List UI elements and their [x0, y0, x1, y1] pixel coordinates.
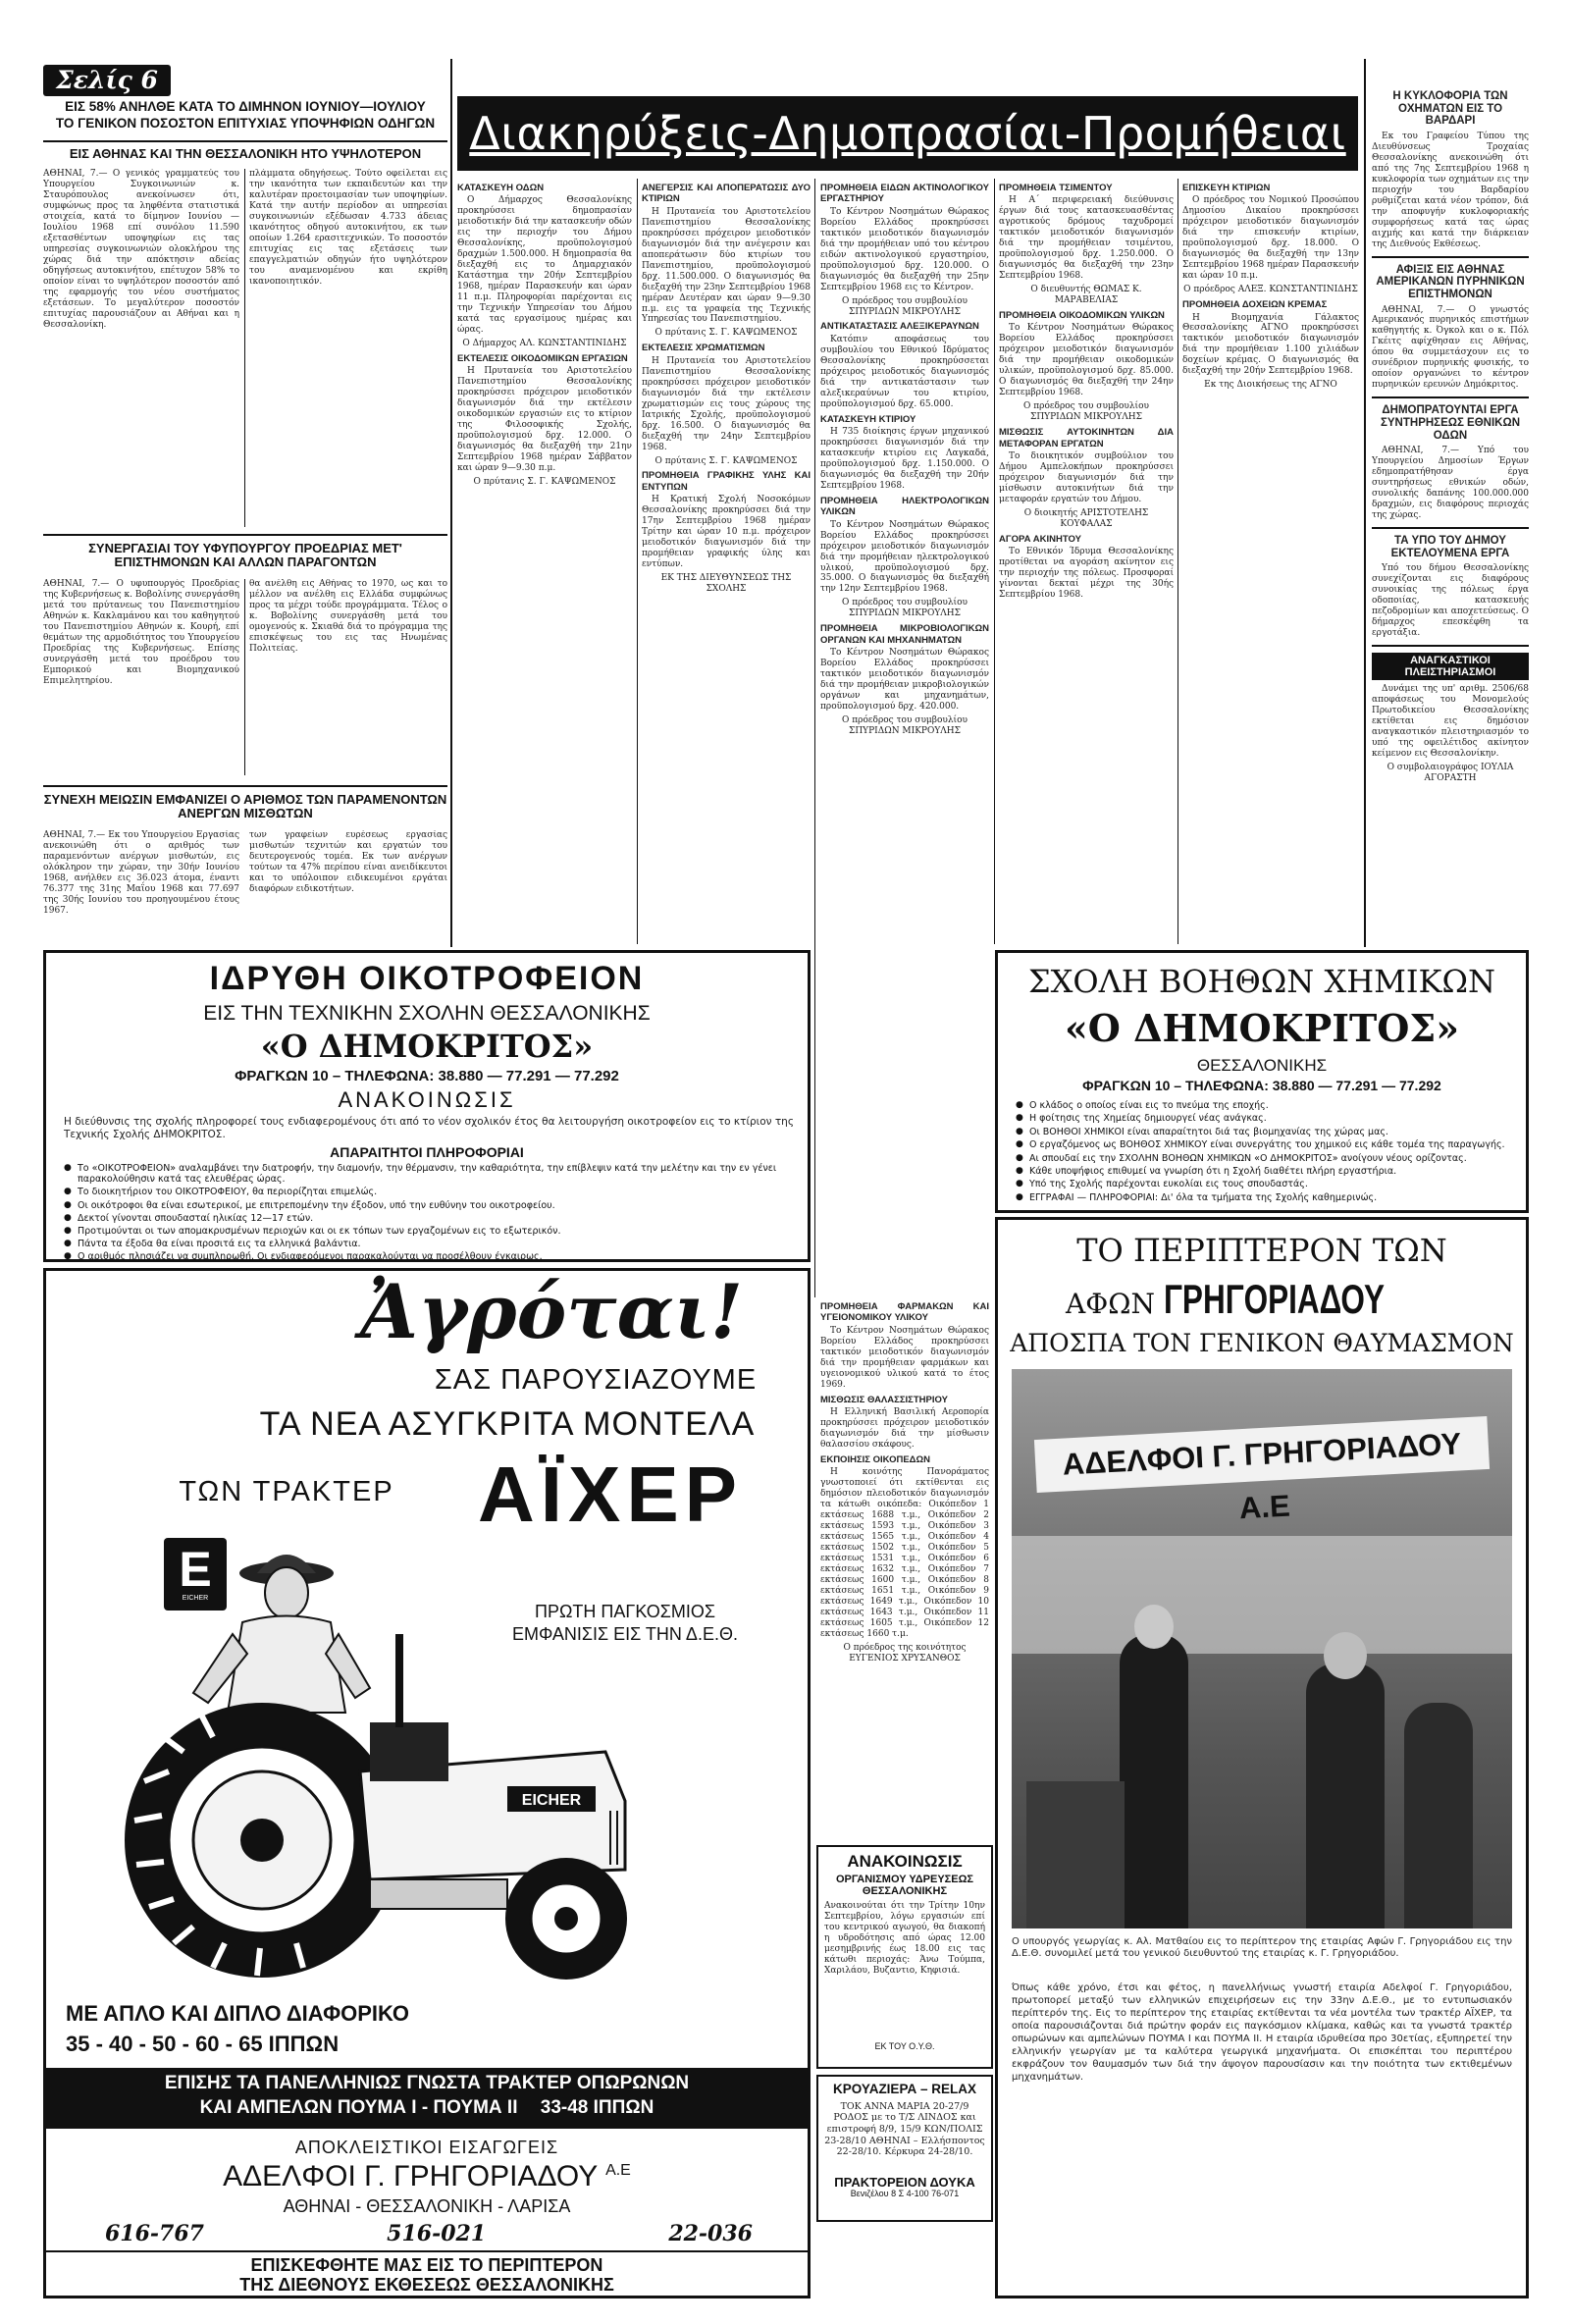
story2-headline: ΣΥΝΕΡΓΑΣΙΑΙ ΤΟΥ ΥΦΥΠΟΥΡΓΟΥ ΠΡΟΕΔΡΙΑΣ ΜΕΤ' ΕΠΙΣΤΗΜΟΝΩΝ ΚΑΙ ΑΛΛΩΝ ΠΑΡΑΓΟΝΤΩΝ [88, 541, 402, 570]
tractor-illustration [76, 1516, 684, 1987]
notice-body: Η Κρατική Σχολή Νοσοκόμων Θεσσαλονίκης προκηρύσσει διά την 17ην Σεπτεμβρίου 1968 ημέραν Τρίτην και ώραν 10 π.μ. πρόχειρον μειοδοτικόν διαγωνισμόν διά την προμήθειαν γραφικής ύλης και εντύπων. [642, 495, 811, 570]
notice-signature: Ο Δήμαρχος ΑΛ. ΚΩΝΣΤΑΝΤΙΝΙΔΗΣ [462, 338, 627, 348]
ad-tractor-hp: 35 - 40 - 50 - 60 - 65 ΙΠΠΩΝ [66, 2032, 340, 2056]
ad-water-title: ΑΝΑΚΟΙΝΩΣΙΣ [847, 1852, 963, 1871]
notice-signature: Ο πρόεδρος του συμβουλίου ΣΠΥΡΙΔΩΝ ΜΙΚΡΟΥΛΗΣ [842, 598, 968, 619]
ad-tractor-line2: ΤΑ ΝΕΑ ΑΣΥΓΚΡΙΤΑ ΜΟΝΤΕΛΑ [259, 1405, 756, 1443]
list-item: ● ΕΓΓΡΑΦΑΙ — ΠΛΗΡΟΦΟΡΙΑΙ: Δι' όλα τα τμήματα της Σχολής καθημερινώς. [1016, 1192, 1516, 1203]
notice-title: ΠΡΟΜΗΘΕΙΑ ΟΙΚΟΔΟΜΙΚΩΝ ΥΛΙΚΩΝ [999, 310, 1165, 322]
ad-tractor-also-band [46, 2068, 808, 2129]
notice-body: Το διοικητικόν συμβούλιον του Δήμου Αμπελοκήπων προκηρύσσει πρόχειρον διαγωνισμόν διά την μίσθωσιν αυτοκινήτων διά την μεταφοράν εργατών του Δήμου. [999, 450, 1174, 504]
notice-body: Το Κέντρον Νοσημάτων Θώρακος Βορείου Ελλάδος προκηρύσσει πρόχειρον μειοδοτικόν διαγωνισμόν διά την προμήθειαν οικοδομικών υλικών, προϋπολογισμού δρχ. 85.000. Ο διαγωνισμός θα διεξαχθή την 24ην Σεπτεμβρίου 1968. [999, 323, 1174, 398]
ad-water-signature: ΕΚ ΤΟΥ Ο.Υ.Θ. [874, 2040, 935, 2051]
notice-signature: Ο πρόεδρος του συμβουλίου ΣΠΥΡΙΔΩΝ ΜΙΚΡΟΥΛΗΣ [842, 714, 968, 736]
farmer-figure [193, 1555, 370, 1713]
lead-body-right: πλάμματα οδηγήσεως. Τούτο οφείλεται εις την ικανότητα των εκπαιδευτών και την καλυτέραν προετοιμασίαν των υποψηφίων. Κατά την αυτήν περίοδον αι υπηρεσίαι συγκοινωνιών εξέδωσαν 4.733 άδειας ικανότητος οδηγού αυτοκινήτου, εκ των οποίων 1.264 ερασιτεχνικών. Το ποσοστόν επιτυχίας εις τας εξετάσεις των επαγγελματιών οδηγών ήτο υψηλότερον του αναμενομένου και εκρίθη ικανοποιητικόν. [249, 169, 447, 287]
page-label: Σελίς 6 [56, 66, 158, 94]
right-story5-body: Δυνάμει της υπ' αριθμ. 2506/68 αποφάσεως του Μονομελούς Πρωτοδικείου Θεσσαλονίκης εκτίθεται εις δημόσιον αναγκαστικόν πλειστηριασμόν το υπό της οφειλέτιδος ακίνητον κείμενον εις Θεσσαλονίκην. [1372, 684, 1529, 760]
list-item: ● Κάθε υποψήφιος επιθυμεί να γνωρίση ότι η Σχολή διαθέτει πλήρη εργαστήρια. [1016, 1166, 1516, 1177]
notice-body: Η Α΄ περιφερειακή διεύθυνσις έργων διά τους κατασκευασθέντας αγροτικούς δρόμους ταχυδρομεί τακτικόν μειοδοτικόν διαγωνισμόν διά την προμήθειαν τσιμέντου, προϋπολογισμού δρχ. 1.250.000. Ο διαγωνισμός θα διεξαχθή την 23ην Σεπτεμβρίου 1968. [999, 195, 1174, 282]
notice-body: Η Πρυτανεία του Αριστοτελείου Πανεπιστημίου Θεσσαλονίκης προκηρύσσει πρόχειρον μειοδοτικόν διαγωνισμόν διά την εκτέλεσιν οικοδομικών εργασιών εις το κτίριον της Φιλοσοφικής Σχολής, προϋπολογισμού δρχ. 12.000. Ο διαγωνισμός θα διεξαχθή την 21ην Σεπτεμβρίου 1968 ημέραν Σάββατον και ώραν 9—9.30 π.μ. [457, 366, 632, 474]
ad-tractor [43, 1268, 811, 2298]
ad-boarding-intro: Η διεύθυνσις της σχολής πληροφορεί τους ενδιαφερομένους ότι από το νέον σχολικόν έτος θα λειτουργήση οικοτροφείον εις το κτίριον της Τεχνικής Σχολής ΔΗΜΟΚΡΙΤΟΣ. [64, 1116, 794, 1140]
notice-title: ΕΚΤΕΛΕΣΙΣ ΧΡΩΜΑΤΙΣΜΩΝ [642, 343, 765, 354]
right-story1-title: Η ΚΥΚΛΟΦΟΡΙΑ ΤΩΝ ΟΧΗΜΑΤΩΝ ΕΙΣ ΤΟ ΒΑΡΔΑΡΙ [1392, 90, 1508, 128]
tenders-banner [457, 96, 1358, 171]
ad-tractor-line3: ΤΩΝ ΤΡΑΚΤΕΡ [179, 1476, 394, 1507]
ad-tractor-importers-label: ΑΠΟΚΛΕΙΣΤΙΚΟΙ ΕΙΣΑΓΩΓΕΙΣ [294, 2138, 559, 2157]
notice-body: Κατόπιν αποφάσεως του συμβουλίου του Εθνικού Ιδρύματος Θεσσαλονίκης προκηρύσσεται πρόχειρος μειοδοτικός διαγωνισμός διά την αντικατάστασιν των αλεξικεραύνων του κτιρίου, προϋπολογισμού δρχ. 65.000. [820, 334, 989, 409]
ad-pavilion-title-2a: ΑΦΩΝ [1066, 1288, 1155, 1320]
pavilion-photo-sign [1034, 1416, 1490, 1526]
notice-title: ΚΑΤΑΣΚΕΥΗ ΟΔΩΝ [457, 183, 545, 193]
list-item: ● Το διοικητήριον του ΟΙΚΟΤΡΟΦΕΙΟΥ, θα περιορίζηται επιμελώς. [64, 1187, 794, 1197]
story3-body-left: ΑΘΗΝΑΙ, 7.— Εκ του Υπουργείου Εργασίας ανεκοινώθη ότι ο αριθμός των παραμενόντων ανέργων μισθωτών, εις ολόκληρον την χώραν, την 30ήν Ιουνίου 1968, ανήλθεν εις 36.023 άτομα, έναντι 76.377 της 31ης Μαΐου 1968 και 77.697 της 30ής Ιουνίου του προηγουμένου έτους 1967. [43, 830, 239, 916]
notice-title: ΠΡΟΜΗΘΕΙΑ ΗΛΕΚΤΡΟΛΟΓΙΚΩΝ ΥΛΙΚΩΝ [820, 495, 989, 518]
ad-boarding-info-title: ΑΠΑΡΑΙΤΗΤΟΙ ΠΛΗΡΟΦΟΡΙΑΙ [330, 1144, 524, 1160]
phone-athens: 616-767 [105, 2221, 204, 2246]
ad-water [816, 1845, 993, 2069]
page-label-box [43, 65, 171, 96]
ad-pavilion-title-2 [998, 1277, 1526, 1322]
ad-boarding-subtitle: ΕΙΣ ΤΗΝ ΤΕΧΝΙΚΗΝ ΣΧΟΛΗΝ ΘΕΣΣΑΛΟΝΙΚΗΣ [203, 1002, 651, 1025]
notice-signature: Ο διοικητής ΑΡΙΣΤΟΤΕΛΗΣ ΚΟΥΦΑΛΑΣ [1023, 507, 1149, 529]
right-story4-title: ΤΑ ΥΠΟ ΤΟΥ ΔΗΜΟΥ ΕΚΤΕΛΟΥΜΕΝΑ ΕΡΓΑ [1390, 534, 1510, 559]
notice-body: Η κοινότης Πανοράματος γνωστοποιεί ότι εκτίθενται εις δημόσιον πλειοδοτικόν διαγωνισμόν τα κάτωθι οικόπεδα: Οικόπεδον 1 εκτάσεως 1688 τ.μ., Οικόπεδον 2 εκτάσεως 1593 τ.μ., Οικόπεδον 3 εκτάσεως 1565 τ.μ., Οικόπεδον 4 εκτάσεως 1502 τ.μ., Οικόπεδον 5 εκτάσεως 1531 τ.μ., Οικόπεδον 6 εκτάσεως 1632 τ.μ., Οικόπεδον 7 εκτάσεως 1600 τ.μ., Οικόπεδον 8 εκτάσεως 1651 τ.μ., Οικόπεδον 9 εκτάσεως 1649 τ.μ., Οικόπεδον 10 εκτάσεως 1643 τ.μ., Οικόπεδον 11 εκτάσεως 1605 τ.μ., Οικόπεδον 12 εκτάσεως 1660 τ.μ. [820, 1467, 989, 1639]
notice-body: Το Κέντρον Νοσημάτων Θώρακος Βορείου Ελλάδος προκηρύσσει τακτικόν μειοδοτικόν διαγωνισμόν διά την προμήθειαν υπό του κέντρου ειδών ακτινολογικού εργαστηρίου, προϋπολογισμού δρχ. 120.000. Ο διαγωνισμός θα διεξαχθή την 25ην Σεπτεμβρίου 1968 εις το Κέντρον. [820, 206, 989, 292]
list-item: ● Πάντα τα έξοδα θα είναι προσιτά εις τα ελληνικά βαλάντια. [64, 1239, 794, 1249]
notice-title: ΕΠΙΣΚΕΥΗ ΚΤΙΡΙΩΝ [1182, 183, 1271, 193]
phone-larisa: 22-036 [668, 2221, 753, 2246]
notice-body: Το Εθνικόν Ίδρυμα Θεσσαλονίκης προτίθεται να αγοράση ακίνητον εις την περιοχήν της πόλεως. Προσφοραί γίνονται δεκταί μέχρι της 30ής Σεπτεμβρίου 1968. [999, 547, 1174, 601]
notice-body: Το Κέντρον Νοσημάτων Θώρακος Βορείου Ελλάδος προκηρύσσει τακτικόν μειοδοτικόν διαγωνισμόν διά την προμήθειαν φαρμάκων και υγειονομικού υλικού κατά το έτος 1969. [820, 1325, 989, 1390]
ad-tractor-also-hp: 33-48 ΙΠΠΩΝ [540, 2096, 654, 2118]
ad-chemists-list [1016, 1100, 1516, 1205]
ad-tractor-premiere: ΠΡΩΤΗ ΠΑΓΚΟΣΜΙΟΣ ΕΜΦΑΝΙΣΙΣ ΕΙΣ ΤΗΝ Δ.Ε.Θ. [512, 1602, 738, 1645]
mid-bottom-column [820, 1297, 989, 1837]
notice-title: ΑΓΟΡΑ ΑΚΙΝΗΤΟΥ [999, 533, 1081, 545]
list-item: ● Οι ΒΟΗΘΟΙ ΧΗΜΙΚΟΙ είναι απαραίτητοι διά τας βιομηχανίας της χώρας μας. [1016, 1127, 1516, 1137]
notice-body: Η 735 διοίκησις έργων μηχανικού προκηρύσσει διαγωνισμόν διά την κατασκευήν κτιρίου εις Λαγκαδά, προϋπολογισμού δρχ. 1.150.000. Ο διαγωνισμός θα διεξαχθή την 20ήν Σεπτεμβρίου 1968. [820, 427, 989, 491]
notice-body: Το Κέντρον Νοσημάτων Θώρακος Βορείου Ελλάδος προκηρύσσει πρόχειρον μειοδοτικόν διαγωνισμόν διά την προμήθειαν ηλεκτρολογικού υλικού, προϋπολογισμού δρχ. 35.000. Ο διαγωνισμός θα διεξαχθή την 12ην Σεπτεμβρίου 1968. [820, 519, 989, 595]
notice-signature: Ο πρόεδρος της κοινότητος ΕΥΓΕΝΙΟΣ ΧΡΥΣΑΝΘΟΣ [843, 1642, 967, 1664]
tenders-banner-title: Διακηρύξεις-Δημοπρασίαι-Προμήθειαι [469, 107, 1346, 160]
ad-cruise-agency: ΠΡΑΚΤΟΡΕΙΟΝ ΔΟΥΚΑ [834, 2174, 975, 2190]
rear-wheel [125, 1703, 399, 1978]
pavilion-photo [1012, 1369, 1512, 1928]
notice-signature: ΕΚ ΤΗΣ ΔΙΕΥΘΥΝΣΕΩΣ ΤΗΣ ΣΧΟΛΗΣ [660, 573, 792, 595]
ad-water-body: Ανακοινούται ότι την Τρίτην 10ην Σεπτεμβρίου, λόγω εργασιών επί του κεντρικού αγωγού, θα διακοπή η υδροδότησις από ώρας 12.00 μεσημβρινής έως 18.00 εις τας κάτωθι περιοχάς: Άνω Τούμπα, Χαριλάου, Βυζαντιο, Κηφισιά. [824, 1900, 985, 1976]
notice-signature: Ο διευθυντής ΘΩΜΑΣ Κ. ΜΑΡΑΒΕΛΙΑΣ [1030, 285, 1142, 306]
lead-headline [43, 100, 447, 132]
right-column [1372, 90, 1529, 944]
ad-boarding-house [43, 950, 811, 1262]
right-story3-title: ΔΗΜΟΠΡΑΤΟΥΝΤΑΙ ΕΡΓΑ ΣΥΝΤΗΡΗΣΕΩΣ ΕΘΝΙΚΩΝ ΟΔΩΝ [1380, 404, 1520, 442]
notice-title: ΜΙΣΘΩΣΙΣ ΘΑΛΑΣΣΙΣΤΗΡΙΟΥ [820, 1394, 948, 1405]
notices-col-1 [457, 179, 632, 939]
notice-signature: Ο πρόεδρος ΑΛΕΞ. ΚΩΝΣΤΑΝΤΙΝΙΔΗΣ [1183, 285, 1358, 295]
notice-body: Ο πρόεδρος του Νομικού Προσώπου Δημοσίου Δικαίου προκηρύσσει πρόχειρον μειοδοτικόν διαγωνισμόν διά την επισκευήν κτιρίων, προϋπολογισμού δρχ. 18.000. Ο διαγωνισμός θα διεξαχθή την 13ην Σεπτεμβρίου 1968 ημέραν Παρασκευήν και ώραν 10 π.μ. [1182, 195, 1359, 282]
right-story5-title: ΑΝΑΓΚΑΣΤΙΚΟΙ ΠΛΕΙΣΤΗΡΙΑΣΜΟΙ [1372, 653, 1529, 680]
ad-pavilion-title-2b: ΓΡΗΓΟΡΙΑΔΟΥ [1163, 1276, 1385, 1322]
ad-pavilion-title-1: ΤΟ ΠΕΡΙΠΤΕΡΟΝ ΤΩΝ [1076, 1232, 1447, 1269]
ad-water-subtitle: ΟΡΓΑΝΙΣΜΟΥ ΥΔΡΕΥΣΕΩΣ ΘΕΣΣΑΛΟΝΙΚΗΣ [835, 1873, 974, 1897]
ad-cruise [816, 2075, 993, 2222]
ad-pavilion [995, 1217, 1529, 2298]
notice-title: ΠΡΟΜΗΘΕΙΑ ΔΟΧΕΙΩΝ ΚΡΕΜΑΣ [1182, 299, 1328, 311]
ad-tractor-also-line2 [46, 2098, 808, 2119]
notice-title: ΜΙΣΘΩΣΙΣ ΑΥΤΟΚΙΝΗΤΩΝ ΔΙΑ ΜΕΤΑΦΟΡΑΝ ΕΡΓΑΤΩΝ [999, 427, 1174, 449]
ad-tractor-importers-name: ΑΔΕΛΦΟΙ Γ. ΓΡΗΓΟΡΙΑΔΟΥ [223, 2160, 598, 2192]
story3-headline: ΣΥΝΕΧΗ ΜΕΙΩΣΙΝ ΕΜΦΑΝΙΖΕΙ Ο ΑΡΙΘΜΟΣ ΤΩΝ ΠΑΡΑΜΕΝΟΝΤΩΝ ΑΝΕΡΓΩΝ ΜΙΣΘΩΤΩΝ [43, 792, 447, 821]
ad-tractor-also-line1: ΕΠΙΣΗΣ ΤΑ ΠΑΝΕΛΛΗΝΙΩΣ ΓΝΩΣΤΑ ΤΡΑΚΤΕΡ ΟΠΩΡΩΝΩΝ [164, 2073, 690, 2093]
notice-signature: Ο πρύτανις Σ. Γ. ΚΑΨΩΜΕΝΟΣ [654, 328, 798, 339]
ad-tractor-footer-line2: ΤΗΣ ΔΙΕΘΝΟΥΣ ΕΚΘΕΣΕΩΣ ΘΕΣΣΑΛΟΝΙΚΗΣ [239, 2275, 614, 2295]
ad-boarding-address: ΦΡΑΓΚΩΝ 10 – ΤΗΛΕΦΩΝΑ: 38.880 — 77.291 — 77.292 [235, 1068, 619, 1084]
right-story4-body: Υπό του δήμου Θεσσαλονίκης συνεχίζονται εις διαφόρους συνοικίας της πόλεως έργα οδοποιίας, κατασκευής πεζοδρομίων και αποχετεύσεως. Ο δήμαρχος επεσκέφθη τα εργοτάξια. [1372, 563, 1529, 639]
right-story3-body: ΑΘΗΝΑΙ, 7.— Υπό του Υπουργείου Δημοσίων Έργων εδημοπρατήθησαν έργα συντηρήσεως εθνικών οδών, συνολικής δαπάνης 100.000.000 δραχμών, εις διαφόρους περιοχάς της χώρας. [1372, 446, 1529, 520]
notice-title: ΠΡΟΜΗΘΕΙΑ ΦΑΡΜΑΚΩΝ ΚΑΙ ΥΓΕΙΟΝΟΜΙΚΟΥ ΥΛΙΚΟΥ [820, 1301, 989, 1324]
eicher-logo-letter: E [179, 1542, 212, 1597]
list-item: ● Προτιμούνται οι των απομακρυσμένων περιοχών και οι εκ τόπων των εργαζομένων εις το εξωτερικόν. [64, 1226, 794, 1237]
ad-tractor-diff: ΜΕ ΑΠΛΟ ΚΑΙ ΔΙΠΛΟ ΔΙΑΦΟΡΙΚΟ [66, 2001, 410, 2026]
list-item: ● Ο κλάδος ο οποίος είναι εις το πνεύμα της εποχής. [1016, 1100, 1516, 1111]
ad-pavilion-title-3: ΑΠΟΣΠΑ ΤΟΝ ΓΕΝΙΚΟΝ ΘΑΥΜΑΣΜΟΝ [1010, 1329, 1514, 1357]
ad-boarding-title: ΙΔΡΥΘΗ ΟΙΚΟΤΡΟΦΕΙΟΝ [209, 960, 645, 997]
list-item: ● Δεκτοί γίνονται σπουδασταί ηλικίας 12—17 ετών. [64, 1213, 794, 1224]
ad-pavilion-body: Όπως κάθε χρόνο, έτσι και φέτος, η πανελλήνιως γνωστή εταιρία Αδελφοί Γ. Γρηγοριάδου, πρωτοπορεί μεταξύ των ελληνικών επιχειρήσεων εις την 33ην Δ.Ε.Θ., με το εντυπωσιακόν περίπτερόν της. Εις το περίπτερον της εταιρίας εκτίθενται τα νέα μοντέλα των τρακτέρ ΑΪΧΕΡ, τα οποία παρουσιάζονται διά πρώτην φοράν εις παγκόσμιον κλίμακα, καθώς και τα γνωστά τρακτέρ οπωρώνων και αμπελώνων ΠΟΥΜΑ I και ΠΟΥΜΑ II. Η εταιρία ιδρυθείσα προ 30ετίας, εξυπηρετεί την ελληνικήν γεωργίαν με τα καλύτερα γεωργικά μηχανήματα. Οι επισκέπται του περιπτέρου εκφράζουν τον θαυμασμόν των διά την άψογον παρουσίασιν και την ποιότητα των εκτιθεμένων μηχανημάτων. [1012, 1982, 1512, 2083]
list-item: ● Αι σπουδαί εις την ΣΧΟΛΗΝ ΒΟΗΘΩΝ ΧΗΜΙΚΩΝ «Ο ΔΗΜΟΚΡΙΤΟΣ» ανοίγουν νέους ορίζοντας. [1016, 1153, 1516, 1164]
notices-col-3 [820, 179, 989, 1293]
notice-signature: Ο πρύτανις Σ. Γ. ΚΑΨΩΜΕΝΟΣ [654, 455, 798, 466]
lead-body-left: ΑΘΗΝΑΙ, 7.— Ο γενικός γραμματεύς του Υπουργείου Συγκοινωνιών κ. Σταυρόπουλος ανεκοίνωσεν ότι, συμφώνως προς τα ληφθέντα στατιστικά στοιχεία, κατά το δίμηνον Ιουνίου — Ιουλίου 1968 επί συνόλου 11.590 εξετασθέντων υποψηφίων εις τας υπηρεσίας συγκοινωνιών ολοκλήρου της χώρας διά την απόκτησιν αδείας οδηγήσεως αυτοκινήτου, επέτυχον 58% το οποίον είναι το υψηλότερον ποσοστόν από της εφαρμογής του νέου συστήματος εξετάσεων. Το μεγαλύτερον ποσοστόν επιτυχίας παρουσιάζουν αι Αθήναι και η Θεσσαλονίκη. [43, 169, 239, 330]
ad-pavilion-caption: Ο υπουργός γεωργίας κ. Αλ. Ματθαίου εις το περίπτερον της εταιρίας Αφών Γ. Γρηγοριάδου εις την Δ.Ε.Θ. συνομιλεί μετά του γενικού διευθυντού της εταιρίας κ. Γ. Γρηγοριάδου. [1012, 1936, 1512, 1960]
ad-tractor-importers [46, 2160, 808, 2192]
notice-body: Η Πρυτανεία του Αριστοτελείου Πανεπιστημίου Θεσσαλονίκης προκηρύσσει πρόχειρον μειοδοτικόν διαγωνισμόν διά την ανέγερσιν και αποπεράτωσιν δύο κτιρίων του Πανεπιστημίου, προϋπολογισμού δρχ. 11.500.000. Ο διαγωνισμός θα διεξαχθή την 23ην Σεπτεμβρίου 1968 ημέραν Δευτέραν και ώραν 9—9.30 π.μ. εις τα γραφεία της Τεχνικής Υπηρεσίας του Πανεπιστημίου. [642, 206, 811, 325]
notice-body: Ο Δήμαρχος Θεσσαλονίκης προκηρύσσει δημοπρασίαν μειοδοτικήν διά την κατασκευήν οδών εις την περιοχήν του Δήμου Θεσσαλονίκης, προϋπολογισμού δραχμών 1.500.000. Η δημοπρασία θα διεξαχθή εις το Δημαρχιακόν Κατάστημα την 20ήν Σεπτεμβρίου 1968, ημέραν Παρασκευήν και ώραν 11 π.μ. Πληροφορίαι παρέχονται εις την Τεχνικήν Υπηρεσίαν του Δήμου κατά τας εργασίμους ημέρας και ώρας. [457, 195, 632, 336]
ad-boarding-announce: ΑΝΑΚΟΙΝΩΣΙΣ [338, 1087, 516, 1112]
notices-col-4 [999, 179, 1174, 939]
notice-title: ΑΝΤΙΚΑΤΑΣΤΑΣΙΣ ΑΛΕΞΙΚΕΡΑΥΝΩΝ [820, 321, 979, 333]
ad-tractor-cities: ΑΘΗΝΑΙ - ΘΕΣΣΑΛΟΝΙΚΗ - ΛΑΡΙΣΑ [283, 2196, 571, 2216]
ad-tractor-importers-suffix: Α.Ε [605, 2162, 631, 2179]
ad-tractor-script: Ἀγρόται! [360, 1268, 744, 1355]
notices-col-2 [642, 179, 811, 939]
notice-title: ΑΝΕΓΕΡΣΙΣ ΚΑΙ ΑΠΟΠΕΡΑΤΩΣΙΣ ΔΥΟ ΚΤΙΡΙΩΝ [642, 183, 811, 205]
ad-chemists-title: ΣΧΟΛΗ ΒΟΗΘΩΝ ΧΗΜΙΚΩΝ [1028, 963, 1495, 1000]
notice-body: Η Πρυτανεία του Αριστοτελείου Πανεπιστημίου Θεσσαλονίκης προκηρύσσει πρόχειρον μειοδοτικόν διαγωνισμόν διά την εκτέλεσιν χρωματισμών εις τους χώρους της Ιατρικής Σχολής, προϋπολογισμού δρχ. 16.500. Ο διαγωνισμός θα διεξαχθή την 24ην Σεπτεμβρίου 1968. [642, 355, 811, 452]
ad-chemists-name: «Ο ΔΗΜΟΚΡΙΤΟΣ» [1064, 1006, 1459, 1050]
ad-cruise-body: ΤΟΚ ΑΝΝΑ ΜΑΡΙΑ 20-27/9 ΡΟΔΟΣ με το T/Σ ΛΙΝΔΟΣ και επιστροφή 8/9, 15/9 ΚΩΝ/ΠΟΛΙΣ 23-28/10 ΑΘΗΝΑΙ – Ελλήσποντος 22-28/10. Κέρκυρα 24-28/10. [824, 2100, 985, 2158]
ad-tractor-also-line2-text: ΚΑΙ ΑΜΠΕΛΩΝ ΠΟΥΜΑ I - ΠΟΥΜΑ II [199, 2096, 518, 2118]
notice-title: ΕΚΠΟΙΗΣΙΣ ΟΙΚΟΠΕΔΩΝ [820, 1453, 930, 1465]
tractor-hood-label: EICHER [521, 1792, 582, 1809]
right-story2-body: ΑΘΗΝΑΙ, 7.— Ο γνωστός Αμερικανός πυρηνικός επιστήμων καθηγητής κ. Όγκολ και ο κ. Πόλ Γκέιτς αφίχθησαν εις Αθήνας, όπου θα συμμετάσχουν εις το συνέδριον πυρηνικής φυσικής, το οποίον οργανώνει το κέντρον πυρηνικών ερευνών Δημόκριτος. [1372, 304, 1529, 391]
right-story1-body: Εκ του Γραφείου Τύπου της Διευθύνσεως Τροχαίας Θεσσαλονίκης ανεκοινώθη ότι από της 7ης Σεπτεμβρίου 1968 η κυκλοφορία των οχημάτων εις την περιοχήν του Βαρδαρίου ρυθμίζεται κατά νέον τρόπον, διά την αποφυγήν κυκλοφοριακής συμφορήσεως κατά τας ώρας αιχμής και κατά την διάρκειαν της Διεθνούς Εκθέσεως. [1372, 131, 1529, 249]
notice-signature: Εκ της Διοικήσεως της ΑΓΝΟ [1204, 380, 1337, 391]
phone-thessaloniki: 516-021 [387, 2221, 487, 2246]
story3-body-right: των γραφείων ευρέσεως εργασίας μισθωτών τεχνιτών και εργατών του δευτερογενούς τομέα. Εκ των ανέργων τούτων τα 47% περίπου είναι ανειδίκευτοι και το υπόλοιπον ειδικευμένοι εργάται διαφόρων ειδικοτήτων. [249, 830, 447, 894]
eicher-logo-label: EICHER [182, 1595, 209, 1602]
ad-tractor-footer-line1: ΕΠΙΣΚΕΦΘΗΤΕ ΜΑΣ ΕΙΣ ΤΟ ΠΕΡΙΠΤΕΡΟΝ [250, 2255, 603, 2275]
right-story2-title: ΑΦΙΞΙΣ ΕΙΣ ΑΘΗΝΑΣ ΑΜΕΡΙΚΑΝΩΝ ΠΥΡΗΝΙΚΩΝ ΕΠΙΣΤΗΜΟΝΩΝ [1376, 263, 1525, 300]
ad-cruise-address: Βενιζέλου 8 Σ 4-100 76-071 [850, 2189, 960, 2199]
notice-title: ΠΡΟΜΗΘΕΙΑ ΕΙΔΩΝ ΑΚΤΙΝΟΛΟΓΙΚΟΥ ΕΡΓΑΣΤΗΡΙΟΥ [820, 183, 989, 205]
list-item: ● Η φοίτησις της Χημείας δημιουργεί νέας ανάγκας. [1016, 1113, 1516, 1124]
lead-headline-line-1: ΕΙΣ 58% ΑΝΗΛΘΕ ΚΑΤΑ ΤΟ ΔΙΜΗΝΟΝ ΙΟΥΝΙΟΥ—ΙΟΥΛΙΟΥ [65, 99, 426, 114]
ad-boarding-list [64, 1163, 794, 1265]
notice-signature: Ο πρόεδρος του συμβουλίου ΣΠΥΡΙΔΩΝ ΜΙΚΡΟΥΛΗΣ [842, 295, 968, 317]
ad-chemists-city: ΘΕΣΣΑΛΟΝΙΚΗΣ [1196, 1056, 1328, 1075]
notice-title: ΠΡΟΜΗΘΕΙΑ ΓΡΑΦΙΚΗΣ ΥΛΗΣ ΚΑΙ ΕΝΤΥΠΩΝ [642, 470, 811, 493]
notice-body: Το Κέντρον Νοσημάτων Θώρακος Βορείου Ελλάδος προκηρύσσει τακτικόν μειοδοτικόν διαγωνισμόν διά την προμήθειαν μικροβιολογικών οργάνων και μηχανημάτων, προϋπολογισμού δρχ. 420.000. [820, 648, 989, 712]
list-item: ● Υπό της Σχολής παρέχονται ευκολίαι εις τους σπουδαστάς. [1016, 1179, 1516, 1189]
notice-signature: Ο πρύτανις Σ. Γ. ΚΑΨΩΜΕΝΟΣ [473, 477, 616, 488]
right-story5-signature: Ο συμβολαιογράφος ΙΟΥΛΙΑ ΑΓΟΡΑΣΤΗ [1387, 762, 1514, 783]
story2-body-left: ΑΘΗΝΑΙ, 7.— Ο υφυπουργός Προεδρίας της Κυβερνήσεως κ. Βοβολίνης συνεργάσθη μετά του πρύτανεως του Πανεπιστημίου Αθηνών κ. Κακλαμάνου και του καθηγητού του Πανεπιστημίου Αθηνών κ. Κουρή, επί θεμάτων της αρμοδιότητος του Υπουργείου Προεδρίας της Κυβερνήσεως. Επίσης συνεργάσθη μετά του προέδρου του Εμπορικού και Βιομηχανικού Επιμελητηρίου. [43, 579, 239, 686]
list-item: ● Ο εργαζόμενος ως ΒΟΗΘΟΣ ΧΗΜΙΚΟΥ είναι συνεργάτης του χημικού εις κάθε τομέα της παραγωγής. [1016, 1139, 1516, 1150]
front-wheel [505, 1858, 627, 1980]
notice-title: ΠΡΟΜΗΘΕΙΑ ΜΙΚΡΟΒΙΟΛΟΓΙΚΩΝ ΟΡΓΑΝΩΝ ΚΑΙ ΜΗΧΑΝΗΜΑΤΩΝ [820, 623, 989, 646]
ad-boarding-name: «Ο ΔΗΜΟΚΡΙΤΟΣ» [260, 1028, 594, 1065]
lead-headline-line-2: ΤΟ ΓΕΝΙΚΟΝ ΠΟΣΟΣΤΟΝ ΕΠΙΤΥΧΙΑΣ ΥΠΟΨΗΦΙΩΝ ΟΔΗΓΩΝ [55, 115, 436, 131]
ad-tractor-phones [105, 2221, 753, 2246]
list-item: ● Το «ΟΙΚΟΤΡΟΦΕΙΟΝ» αναλαμβάνει την διατροφήν, την διαμονήν, την θέρμανσιν, την καθαριότητα, την επίβλεψιν κατά την μελέτην και την εν γένει παρακολούθησιν κατά τας ελευθέρας ώρας. [64, 1163, 794, 1185]
notice-body: Η Ελληνική Βασιλική Αεροπορία προκηρύσσει πρόχειρον μειοδοτικόν διαγωνισμόν διά την μίσθωσιν θαλασσίου σκάφους. [820, 1406, 989, 1450]
lead-subhead: ΕΙΣ ΑΘΗΝΑΣ ΚΑΙ ΤΗΝ ΘΕΣΣΑΛΟΝΙΚΗ ΗΤΟ ΥΨΗΛΟΤΕΡΟΝ [69, 146, 422, 161]
list-item: ● Οι οικότροφοι θα είναι εσωτερικοί, με επιτρεπομένην την έξοδον, υπό την ευθύνην του οικοτροφείου. [64, 1200, 794, 1211]
ad-chemists-school [995, 950, 1529, 1213]
ad-chemists-address: ΦΡΑΓΚΩΝ 10 – ΤΗΛΕΦΩΝΑ: 38.880 — 77.291 — 77.292 [1082, 1078, 1441, 1093]
pavilion-photo-sign-text: ΑΔΕΛΦΟΙ Γ. ΓΡΗΓΟΡΙΑΔΟΥ Α.Ε [1061, 1426, 1462, 1526]
notice-signature: Ο πρόεδρος του συμβουλίου ΣΠΥΡΙΔΩΝ ΜΙΚΡΟΥΛΗΣ [1023, 401, 1149, 423]
notice-title: ΠΡΟΜΗΘΕΙΑ ΤΣΙΜΕΝΤΟΥ [999, 183, 1113, 193]
notice-body: Η Βιομηχανία Γάλακτος Θεσσαλονίκης ΑΓΝΟ προκηρύσσει τακτικόν μειοδοτικόν διαγωνισμόν διά την προμήθειαν 1.100 χιλιάδων δοχείων κρέμας. Ο διαγωνισμός θα διεξαχθή την 20ήν Σεπτεμβρίου 1968. [1182, 312, 1359, 377]
list-item: ● Ο αριθμός πλησιάζει να συμπληρωθή. Οι ενδιαφερόμενοι παρακαλούνται να προσέλθουν έγκαιρως. [64, 1251, 794, 1262]
ad-cruise-title: ΚΡΟΥΑΖΙΕΡΑ – RELAX [833, 2082, 976, 2096]
story2-body-right: θα ανέλθη εις Αθήνας το 1970, ως και το μέλλον να ανέλθη εις Ελλάδα συμφώνως προς τα μέχρι τούδε προγράμματα. Τέλος ο κ. Βοβολίνης συνεργάσθη μετά του ομογενούς κ. Σκιαθά διά το πρόγραμμα της επισκέψεως του εις τας Ηνωμένας Πολιτείας. [249, 579, 447, 654]
ad-tractor-line1: ΣΑΣ ΠΑΡΟΥΣΙΑΖΟΥΜΕ [434, 1364, 758, 1396]
notices-col-5 [1182, 179, 1359, 939]
ad-tractor-brand: ΑΪΧΕΡ [477, 1451, 744, 1538]
notice-title: ΕΚΤΕΛΕΣΙΣ ΟΙΚΟΔΟΜΙΚΩΝ ΕΡΓΑΣΙΩΝ [457, 352, 628, 364]
notice-title: ΚΑΤΑΣΚΕΥΗ ΚΤΙΡΙΟΥ [820, 413, 916, 425]
